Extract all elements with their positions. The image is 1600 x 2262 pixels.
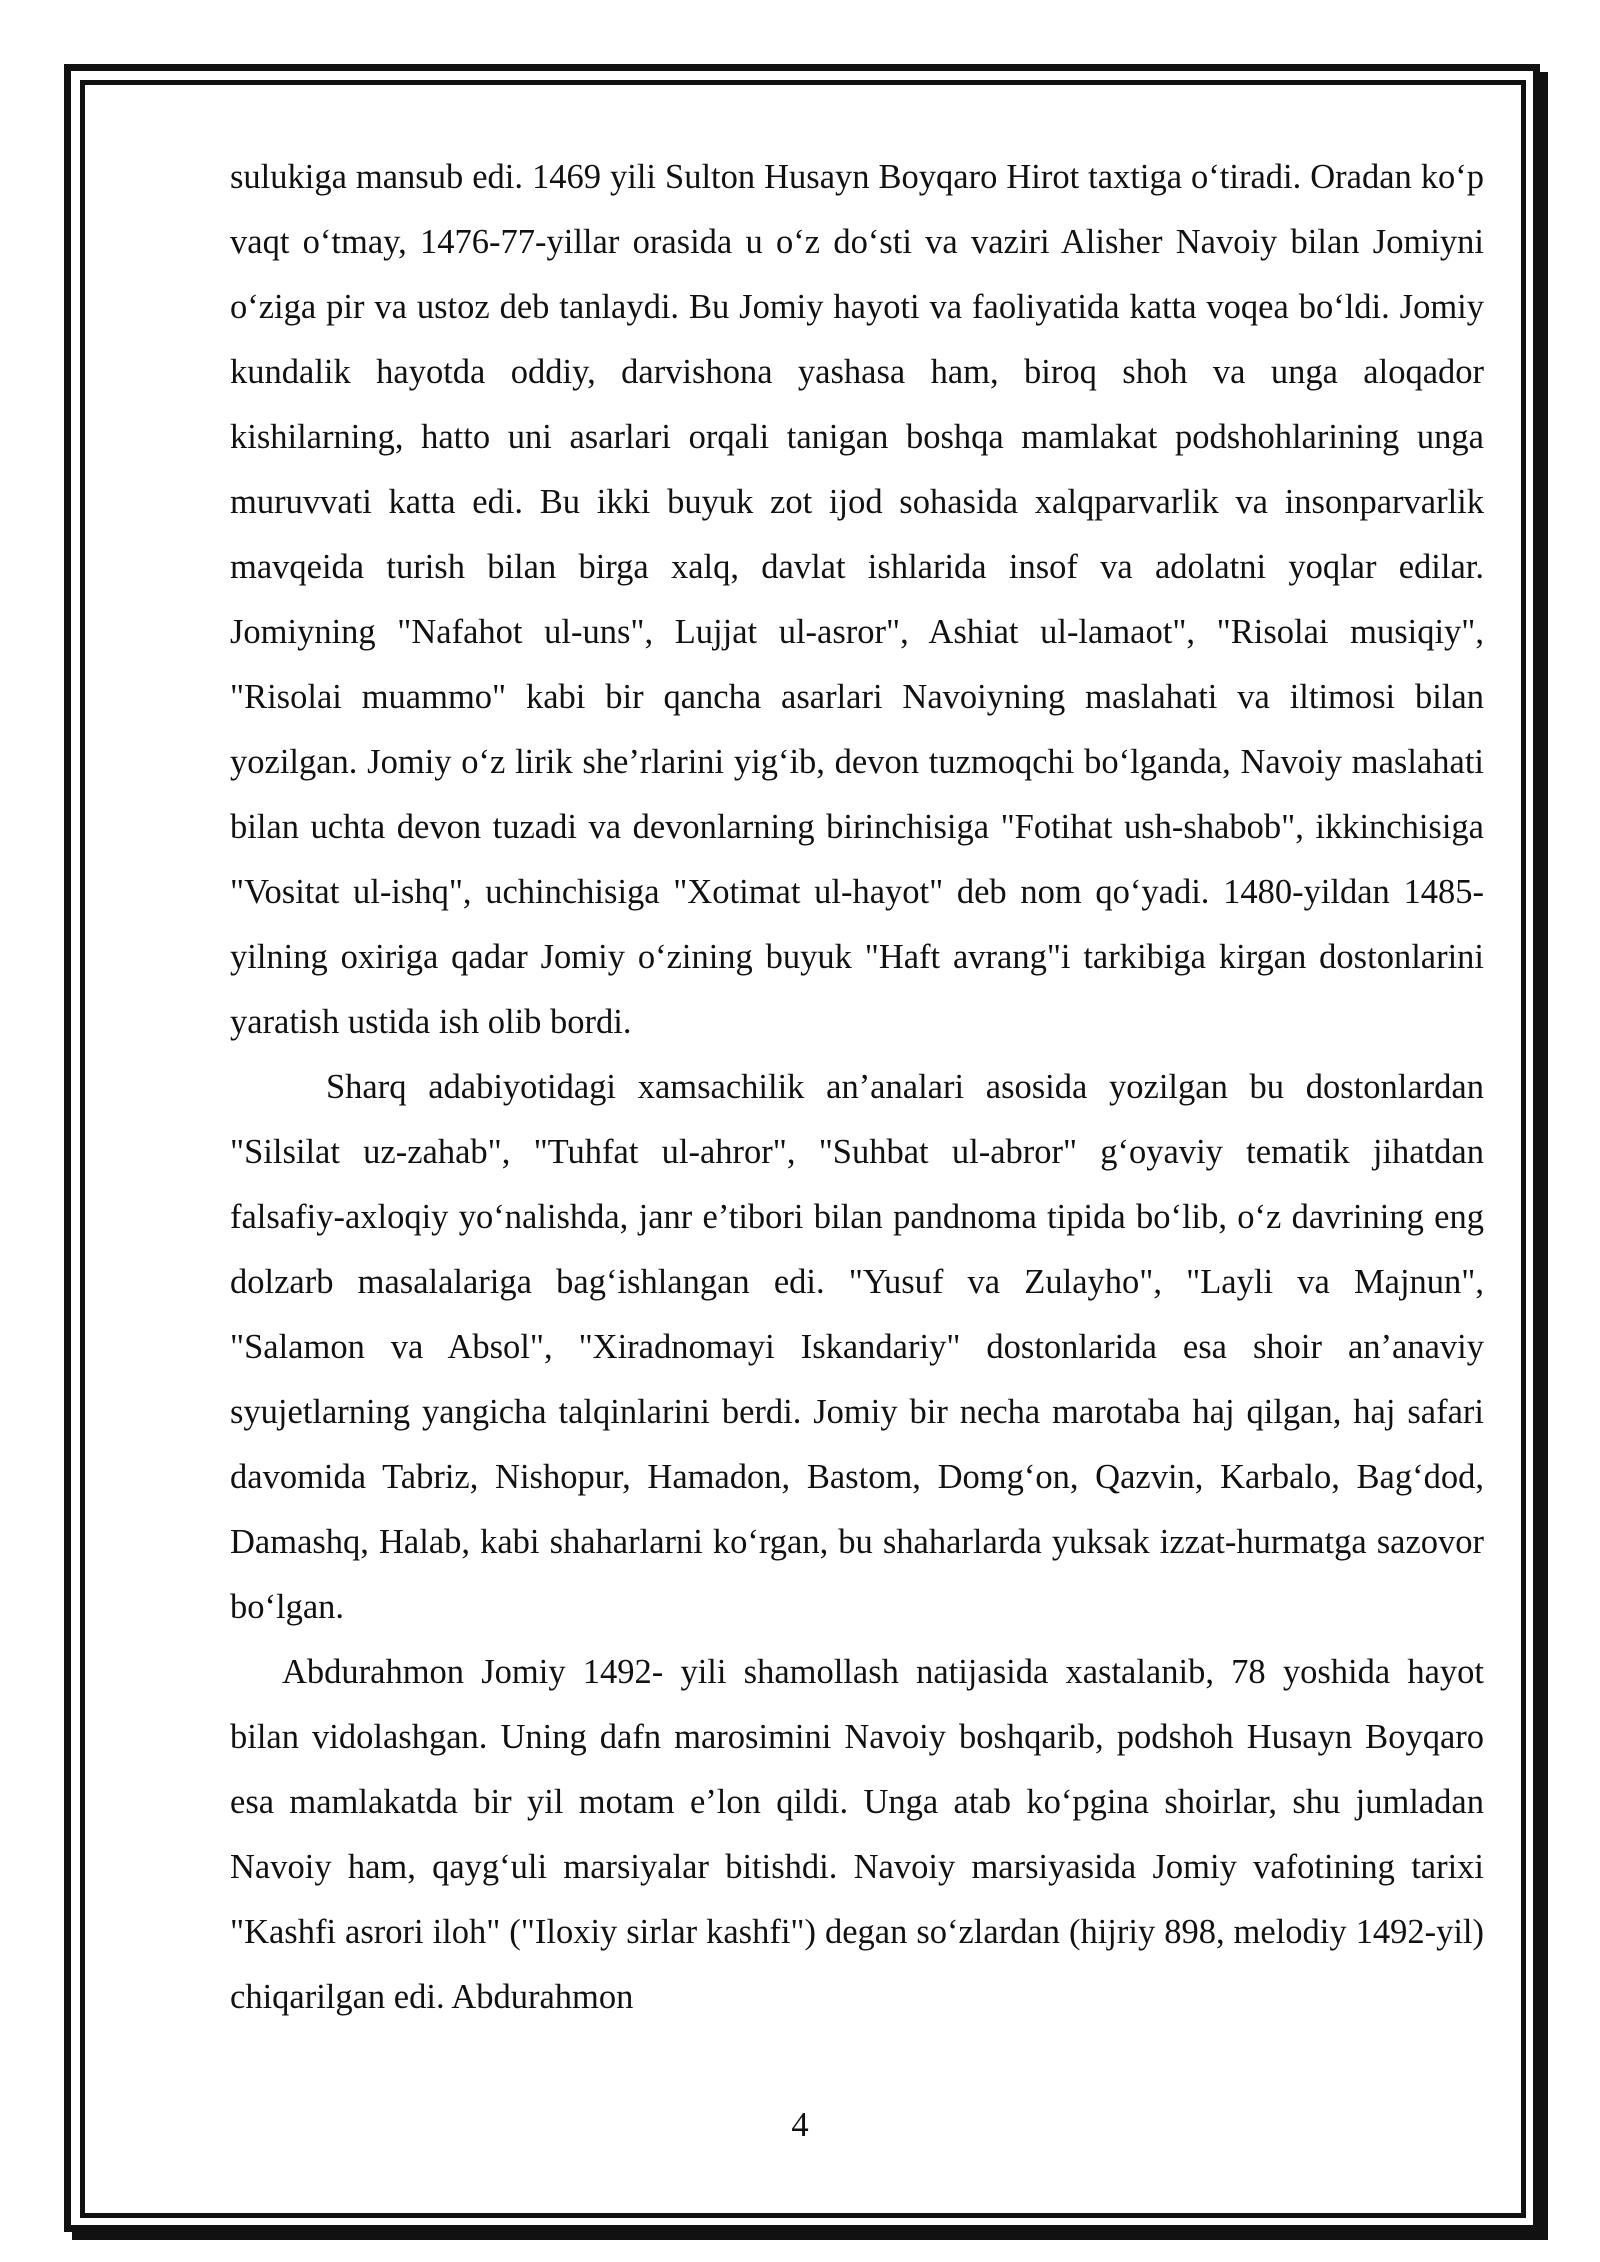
paragraph-2: Sharq adabiyotidagi xamsachilik an’analari asosida yozilgan bu dostonlardan "Silsilat uz-zahab", "Tuhfat ul-ahror", "Suhbat ul-abror" g‘oyaviy tematik jihatdan falsafiy-axloqiy yo‘nalishda, janr e’tibori bilan pandnoma tipida bo‘lib, o‘z davrining eng dolzarb masalalariga bag‘ishlangan edi. "Yusuf va Zulayho", "Layli va Majnun", "Salamon va Absol", "Xiradnomayi Iskandariy" dostonlarida esa shoir an’anaviy syujetlarning yangicha talqinlarini berdi. Jomiy bir necha marotaba haj qilgan, haj safari davomida Tabriz, Nishopur, Hamadon, Bastom, Domg‘on, Qazvin, Karbalo, Bag‘dod, Damashq, Halab, kabi shaharlarni ko‘rgan, bu shaharlarda yuksak izzat-hurmatga sazovor bo‘lgan. bbox=[230, 1068, 1484, 1626]
paragraph-3: Abdurahmon Jomiy 1492- yili shamollash natijasida xastalanib, 78 yoshida hayot bilan vidolashgan. Uning dafn marosimini Navoiy boshqarib, podshoh Husayn Boyqaro esa mamlakatda bir yil motam e’lon qildi. Unga atab ko‘pgina shoirlar, shu jumladan Navoiy ham, qayg‘uli marsiyalar bitishdi. Navoiy marsiyasida Jomiy vafotining tarixi "Kashfi asrori iloh" ("Iloxiy sirlar kashfi") degan so‘zlardan (hijriy 898, melodiy 1492-yil) chiqarilgan edi. Abdurahmon bbox=[230, 1653, 1484, 2016]
paragraph-1: sulukiga mansub edi. 1469 yili Sulton Husayn Boyqaro Hirot taxtiga o‘tiradi. Oradan ko‘p vaqt o‘tmay, 1476-77-yillar orasida u o‘z do‘sti va vaziri Alisher Navoiy bilan Jomiyni o‘ziga pir va ustoz deb tanlaydi. Bu Jomiy hayoti va faoliyatida katta voqea bo‘ldi. Jomiy kundalik hayotda oddiy, darvishona yashasa ham, biroq shoh va unga aloqador kishilarning, hatto uni asarlari orqali tanigan boshqa mamlakat podshohlarining unga muruvvati katta edi. Bu ikki buyuk zot ijod sohasida xalqparvarlik va insonparvarlik mavqeida turish bilan birga xalq, davlat ishlarida insof va adolatni yoqlar edilar. Jomiyning "Nafahot ul-uns", Lujjat ul-asror", Ashiat ul-lamaot", "Risolai musiqiy", "Risolai muammo" kabi bir qancha asarlari Navoiyning maslahati va iltimosi bilan yozilgan. Jomiy o‘z lirik she’rlarini yig‘ib, devon tuzmoqchi bo‘lganda, Navoiy maslahati bilan uchta devon tuzadi va devonlarning birinchisiga "Fotihat ush-shabob", ikkinchisiga "Vositat ul-ishq", uchinchisiga "Xotimat ul-hayot" deb nom qo‘yadi. 1480-yildan 1485-yilning oxiriga qadar Jomiy o‘zining buyuk "Haft avrang"i tarkibiga kirgan dostonlarini yaratish ustida ish olib bordi. bbox=[230, 158, 1484, 1041]
document-body bbox=[230, 145, 1484, 2030]
page-number: 4 bbox=[791, 2106, 809, 2144]
